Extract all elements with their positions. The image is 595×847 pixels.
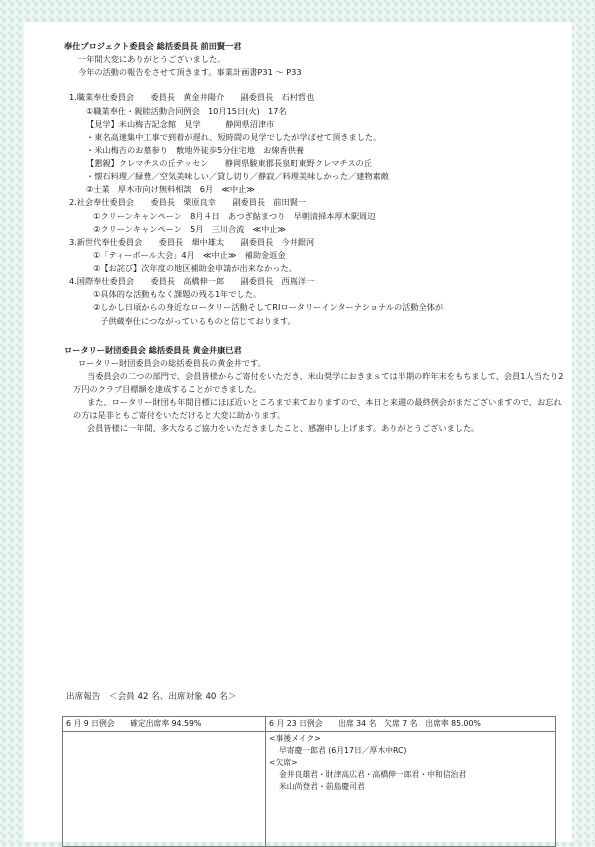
committee-header: 3.新世代奉仕委員会 委員長 畑中雄太 副委員長 今井銀河 (69, 236, 315, 247)
intro-line: 今年の活動の報告をさせて頂きます。事業計画書P31 ～ P33 (78, 67, 302, 78)
committee-item: ②クリーンキャンペーン 5月 三川合流 ≪中止≫ (93, 223, 287, 234)
committee-item: ①「ティーボール大会」4月 ≪中止≫ 補助金返金 (93, 249, 286, 260)
left-meeting-body (63, 732, 266, 847)
committee-item: ②【お詫び】次年度の地区補助金申請が出来なかった。 (93, 263, 297, 273)
page (24, 22, 572, 842)
foundation-heading: ロータリー財団委員会 総括委員長 黄金井康巳君 (64, 344, 242, 355)
left-meeting-header: 6 月 9 日例会 確定出席率 94.59% (63, 717, 266, 732)
main-content (64, 40, 564, 436)
makeup-name: 早寄慶一郎君 (6月17日／厚木中RC) (279, 746, 407, 756)
committee-header: 2.社会奉仕委員会 委員長 栗原良幸 副委員長 前田賢一 (69, 197, 307, 208)
foundation-paragraph: ロータリー財団委員会の総括委員長の黄金井です。 (78, 357, 266, 368)
intro-line: 一年間大変にありがとうございました。 (78, 54, 226, 65)
committee-item: ②しかし日頃からの身近なロータリー活動そしてRIロータリーインターナショナルの活動全体が (93, 302, 444, 313)
committee-item: 【見学】米山梅吉記念館 見学 静岡県沼津市 (86, 118, 275, 129)
committee-item: ・懐石料理／緑豊／空気美味しい／貸し切り／静寂／料理美味しかった／建物素敵 (86, 171, 389, 182)
attendance-table (62, 716, 556, 847)
foundation-paragraph: また、ロータリー財団も年間目標にほぼ近いところまで来ておりますので、本日と来週の最終例会がまだございますので、お忘れの方は是非ともご寄付をいただけると大変に助かります。 (73, 397, 562, 421)
committee-item: ・米山梅吉のお墓参り 敷地外徒歩5分住宅地 お線香供養 (86, 144, 305, 155)
absent-names: 米山尚登君・前島慶司君 (279, 782, 365, 792)
committee-header: 4.国際奉仕委員会 委員長 高橋伸一郎 副委員長 西嶌洋一 (69, 276, 315, 287)
committee-item: ①クリーンキャンペーン 8月４日 あつぎ鮎まつり 早朝清掃本厚木駅周辺 (93, 210, 376, 221)
right-meeting-header: 6 月 23 日例会 出席 34 名 欠席 7 名 出席率 85.00% (266, 717, 556, 732)
committee-item: ・東名高速集中工事で到着が遅れ、短時間の見学でしたが学ばせて頂きました。 (86, 131, 382, 142)
committee-list (64, 91, 564, 327)
committee-item: ①職業奉仕・親睦活動合同例会 10月15日(火) 17名 (86, 105, 287, 116)
foundation-paragraph: 当委員会の二つの部門で、会員皆様からご寄付をいただき、米山奨学におきまｓては半期の昨年末をもちまして、会員1人当たり2万円のクラブ目標額を達成することができました。 (73, 370, 564, 394)
committee-item: 【懇親】クレマチスの丘テッセン 静岡県駿東郡長泉町東野クレマチスの丘 (86, 158, 372, 168)
absent-names: 金井良雄君・財津高広君・高橋伸一郎君・中和信治君 (279, 770, 467, 780)
absent-label: <欠席> (269, 758, 298, 768)
committee-header: 1.職業奉仕委員会 委員長 黄金井陽介 副委員長 石村哲也 (69, 92, 315, 103)
service-project-heading: 奉仕プロジェクト委員会 総括委員長 前田賢一君 (64, 41, 242, 51)
committee-item: ①具体的な活動もなく課題の残る1年でした。 (93, 289, 262, 300)
attendance-title: 出席報告 ＜会員 42 名、出席対象 40 名＞ (66, 692, 237, 702)
committee-item: ②士業 厚木市向け無料相談 6月 ≪中止≫ (86, 184, 255, 195)
right-meeting-body (266, 732, 556, 847)
makeup-label: <事後メイク> (269, 734, 321, 743)
committee-item: 子供蔵奉仕につながっているものと信じております。 (100, 315, 296, 326)
foundation-paragraph: 会員皆様に一年間、多大なるご協力をいただきましたこと、感謝申し上げます。ありがとうございました。 (87, 423, 480, 434)
